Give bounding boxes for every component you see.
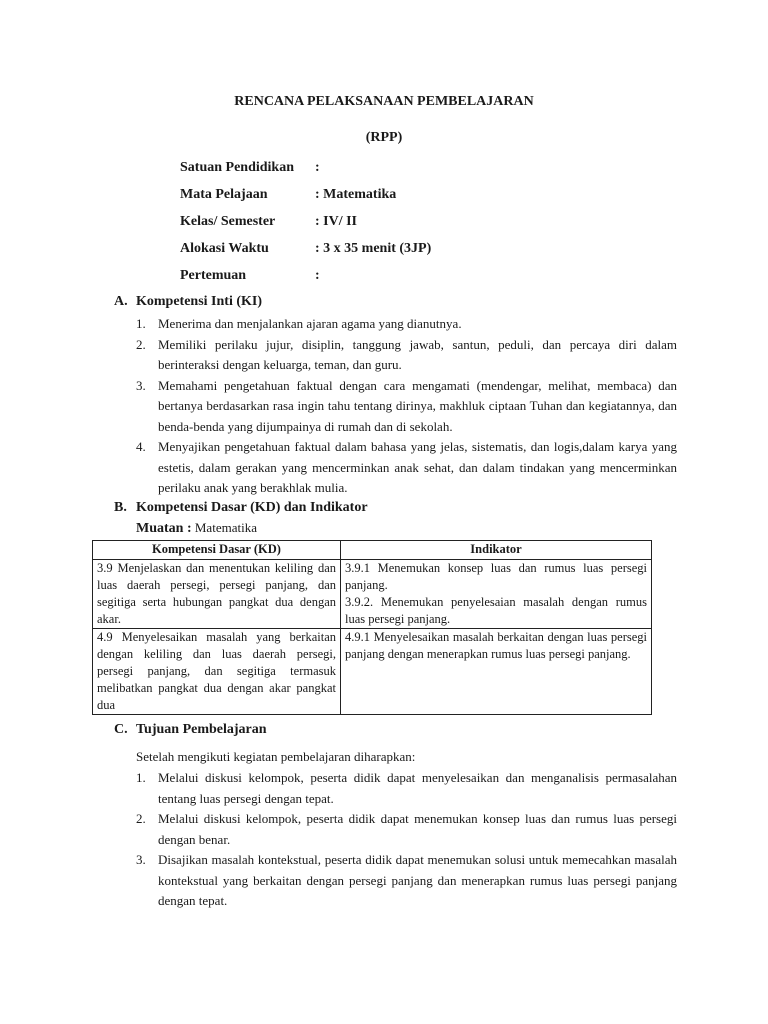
section-title: Tujuan Pembelajaran [136, 722, 267, 737]
list-item [136, 376, 677, 438]
list-item [136, 335, 677, 376]
identity-label: Satuan Pendidikan [180, 160, 294, 175]
section-letter: A. [114, 294, 128, 309]
table-header: Kompetensi Dasar (KD) [93, 541, 341, 560]
document-title: RENCANA PELAKSANAAN PEMBELAJARAN [234, 94, 534, 109]
list-item [136, 768, 677, 809]
section-a-heading [114, 294, 262, 310]
list-item [136, 809, 677, 850]
table-header-row [93, 541, 652, 560]
list-number: 3. [136, 852, 146, 867]
document-subtitle: (RPP) [365, 130, 403, 145]
tujuan-list [136, 768, 677, 912]
table-header: Indikator [341, 541, 652, 560]
list-item [136, 314, 677, 335]
list-number: 1. [136, 770, 146, 785]
list-text: Disajikan masalah kontekstual, peserta didik dapat menemukan solusi untuk memecahkan masalah kontekstual yang berkaitan dengan persegi panjang dan menerapkan rumus luas persegi panjang dengan tepat. [158, 852, 677, 908]
identity-value: : [315, 268, 320, 283]
kd-cell: 4.9 Menyelesaikan masalah yang berkaitan dengan keliling dan luas daerah persegi, persegi panjang, dan segitiga termasuk melibatkan pangkat dua dengan akar pangkat dua [93, 629, 341, 715]
list-text: Melalui diskusi kelompok, peserta didik dapat menyelesaikan dan menganalisis permasalahan tentang luas persegi dengan tepat. [158, 770, 677, 806]
list-text: Memiliki perilaku jujur, disiplin, tanggung jawab, santun, peduli, dan percaya diri dalam berinteraksi dengan keluarga, teman, dan guru. [158, 336, 677, 372]
indicator-text: 3.9.2. Menemukan penyelesaian masalah dengan rumus luas persegi panjang. [345, 595, 647, 626]
section-b-heading [114, 500, 368, 516]
section-letter: C. [114, 722, 128, 737]
table-row [93, 560, 652, 629]
indicator-text: 4.9.1 Menyelesaikan masalah berkaitan dengan luas persegi panjang dengan menerapkan rumus luas persegi panjang. [345, 630, 647, 661]
list-number: 2. [136, 336, 146, 352]
identity-label: Alokasi Waktu [180, 241, 269, 256]
kd-cell: 3.9 Menjelaskan dan menentukan keliling dan luas daerah persegi, persegi panjang, dan segitiga serta hubungan pangkat dua dengan akar. [93, 560, 341, 629]
identity-value: : Matematika [315, 187, 397, 202]
muatan-label: Muatan : [136, 521, 192, 536]
indicator-cell [341, 560, 652, 629]
list-item [136, 437, 677, 499]
identity-value: : IV/ II [315, 214, 358, 229]
list-text: Menerima dan menjalankan ajaran agama yang dianutnya. [158, 316, 462, 331]
list-item [136, 850, 677, 912]
kd-table [92, 540, 652, 715]
section-title: Kompetensi Dasar (KD) dan Indikator [136, 500, 368, 515]
identity-label: Pertemuan [180, 268, 247, 283]
identity-value: : [315, 160, 320, 175]
list-number: 4. [136, 439, 146, 454]
list-text: Memahami pengetahuan faktual dengan cara mengamati (mendengar, melihat, membaca) dan bertanya berdasarkan rasa ingin tahu tentang dirinya, makhluk ciptaan Tuhan dan kegiatannya, dan benda-benda yang dijumpainya di rumah dan di sekolah. [158, 377, 677, 434]
indicator-text: 3.9.1 Menemukan konsep luas dan rumus luas persegi panjang. [345, 561, 647, 592]
section-title: Kompetensi Inti (KI) [136, 294, 262, 309]
identity-value: : 3 x 35 menit (3JP) [315, 241, 432, 256]
tujuan-intro: Setelah mengikuti kegiatan pembelajaran diharapkan: [136, 749, 416, 764]
list-number: 1. [136, 316, 146, 331]
ki-list [136, 314, 677, 499]
list-text: Menyajikan pengetahuan faktual dalam bahasa yang jelas, sistematis, dan logis,dalam karya yang estetis, dalam gerakan yang mencerminkan anak sehat, dan dalam tindakan yang mencerminkan perilaku anak yang berakhlak mulia. [158, 439, 677, 495]
identity-label: Mata Pelajaan [180, 187, 268, 202]
table-row [93, 629, 652, 715]
list-number: 2. [136, 811, 146, 826]
section-letter: B. [114, 500, 127, 515]
muatan-value: Matematika [194, 520, 257, 535]
muatan-line [136, 520, 257, 537]
list-number: 3. [136, 377, 146, 393]
indicator-cell [341, 629, 652, 715]
identity-label: Kelas/ Semester [180, 214, 276, 229]
list-text: Melalui diskusi kelompok, peserta didik dapat menemukan konsep luas dan rumus luas persegi dengan benar. [158, 811, 677, 847]
section-c-heading [114, 722, 267, 738]
